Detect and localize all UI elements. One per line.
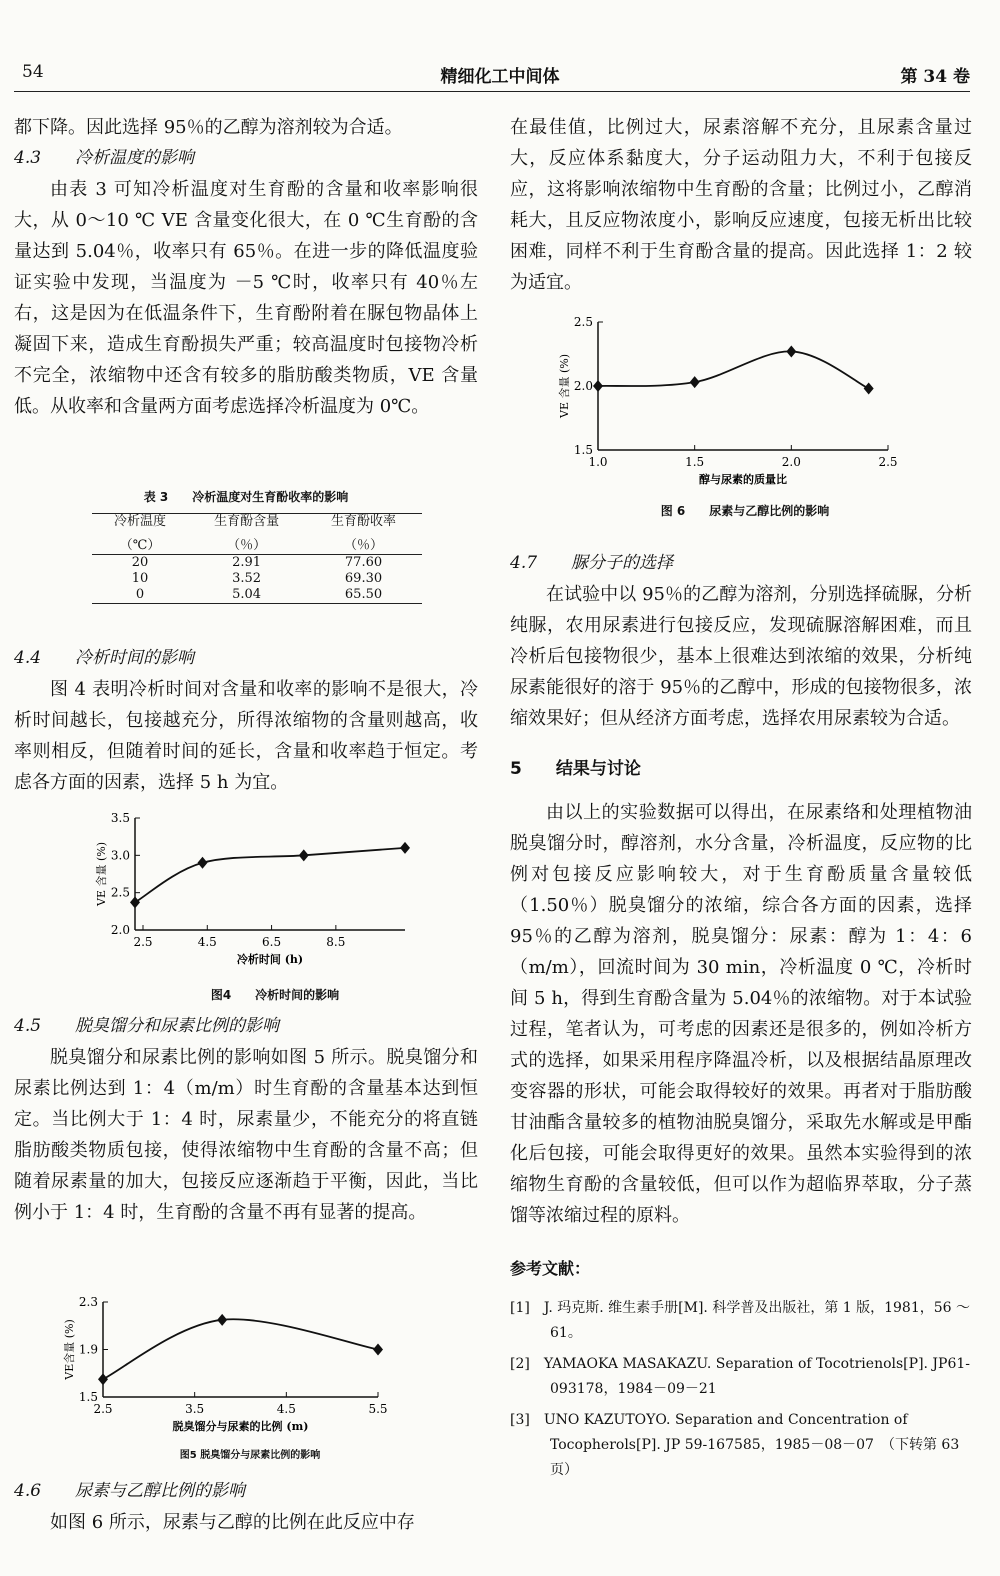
table-header: 冷析温度 bbox=[114, 514, 167, 529]
table-3 bbox=[14, 488, 478, 604]
paragraph: 由表 3 可知冷析温度对生育酚的含量和收率影响很大，从 0～10 ℃ VE 含量变化很大，在 0 ℃生育酚的含量达到 5.04％，收率只有 65％。在进一步的降低温度验证实验中发现，当温度为 －5 ℃时，收率只有 40％左右，这是因为在低温条件下，生育酚附着在脲包物晶体上凝固下来，造成生育酚损失严重；较高温度时包接物冷析不完全，浓缩物中还含有较多的脂肪酸类物质，VE 含量低。从收率和含量两方面考虑选择冷析温度为 0℃。 bbox=[14, 179, 478, 417]
table-caption: 表 3 冷析温度对生育酚收率的影响 bbox=[143, 490, 349, 504]
volume-number: 第 34 卷 bbox=[900, 67, 970, 87]
paragraph: 脱臭馏分和尿素比例的影响如图 5 所示。脱臭馏分和尿素比例达到 1：4（m/m）时生育酚的含量基本达到恒定。当比例大于 1：4 时，尿素量少，不能充分的将直链脂肪酸类物质包接，使得浓缩物中生育酚的含量不高；但随着尿素量的加大，包接反应逐渐趋于平衡，因此，当比例小于 1：4 时，生育酚的含量不再有显著的提高。 bbox=[14, 1047, 478, 1223]
table-cell: 77.60 bbox=[344, 555, 383, 570]
table-cell: 20 bbox=[131, 555, 149, 570]
y-tick-label: 1.5 bbox=[573, 443, 593, 457]
data-point bbox=[217, 1314, 227, 1326]
y-tick-label: 1.9 bbox=[78, 1342, 98, 1357]
right-column-2 bbox=[510, 548, 972, 1483]
table-row bbox=[92, 571, 422, 587]
data-point bbox=[690, 376, 700, 388]
data-point bbox=[864, 383, 874, 395]
data-point bbox=[786, 345, 796, 357]
reference-item: [1] J. 玛克斯. 维生素手册[M]. 科学普及出版社，第 1 版，1981，56 ～ 61。 bbox=[510, 1300, 971, 1341]
section-heading: 4.4 冷析时间的影响 bbox=[14, 648, 195, 668]
reference-item: [2] YAMAOKA MASAKAZU. Separation of Tocotrienols[P]. JP61-093178，1984－09－21 bbox=[510, 1356, 971, 1397]
table-cell: 10 bbox=[131, 571, 149, 586]
section-heading: 4.7 脲分子的选择 bbox=[510, 553, 674, 573]
figure-5-caption: 图5 脱臭馏分与尿素比例的影响 bbox=[179, 1450, 321, 1461]
y-tick-label: 3.0 bbox=[110, 848, 130, 863]
table-header: 生育酚收率 bbox=[331, 514, 397, 529]
paragraph: 图 4 表明冷析时间对含量和收率的影响不是很大，冷析时间越长，包接越充分，所得浓缩物的含量则越高，收率则相反，但随着时间的延长，含量和收率趋于恒定。考虑各方面的因素，选择 5 h 为宜。 bbox=[14, 679, 478, 793]
x-tick-label: 1.5 bbox=[685, 455, 705, 469]
table-cell: 65.50 bbox=[344, 587, 383, 602]
y-tick-label: 1.5 bbox=[78, 1390, 98, 1404]
series-line bbox=[598, 351, 869, 388]
table-row bbox=[92, 587, 422, 604]
x-tick-label: 4.5 bbox=[197, 935, 217, 949]
table-cell: 5.04 bbox=[232, 587, 262, 602]
data-point bbox=[373, 1344, 383, 1356]
header-rule bbox=[14, 91, 970, 92]
y-axis-label: VE 含量 (%) bbox=[95, 841, 108, 907]
journal-title: 精细化工中间体 bbox=[440, 67, 560, 87]
data-point bbox=[299, 849, 309, 861]
paragraph: 在试验中以 95％的乙醇为溶剂，分别选择硫脲，分析纯脲，农用尿素进行包接反应，发现硫脲溶解困难，而且冷析后包接物很少，基本上很难达到浓缩的效果，分析纯尿素能很好的溶于 95％的乙醇中，形成的包接物很多，浓缩效果好；但从经济方面考虑，选择农用尿素较为合适。 bbox=[510, 584, 972, 729]
table-header: 生育酚含量 bbox=[214, 514, 280, 529]
left-column-3 bbox=[14, 1011, 478, 1228]
left-column bbox=[14, 112, 478, 422]
table-unit: （％） bbox=[227, 538, 267, 553]
x-tick-label: 2.0 bbox=[781, 455, 801, 469]
x-tick-label: 8.5 bbox=[326, 935, 346, 949]
x-tick-label: 2.5 bbox=[878, 455, 898, 469]
paragraph: 都下降。因此选择 95％的乙醇为溶剂较为合适。 bbox=[14, 117, 403, 138]
data-point bbox=[198, 857, 208, 869]
table-cell: 0 bbox=[135, 587, 145, 602]
table-unit: （％） bbox=[344, 538, 384, 553]
right-column bbox=[510, 112, 972, 298]
section-heading: 4.3 冷析温度的影响 bbox=[14, 148, 195, 168]
y-axis-label: VE 含量 (%) bbox=[558, 353, 571, 419]
y-tick-label: 3.5 bbox=[110, 811, 130, 825]
y-tick-label: 2.5 bbox=[573, 315, 593, 329]
x-tick-label: 5.5 bbox=[368, 1402, 388, 1416]
figure-5-chart bbox=[48, 1290, 408, 1440]
page-number: 54 bbox=[22, 62, 44, 82]
left-column-2 bbox=[14, 643, 478, 798]
table-cell: 3.52 bbox=[232, 571, 262, 586]
x-tick-label: 6.5 bbox=[262, 935, 282, 949]
section-heading: 4.5 脱臭馏分和尿素比例的影响 bbox=[14, 1016, 280, 1036]
figure-4-chart bbox=[80, 808, 420, 978]
figure-6-caption: 图 6 尿素与乙醇比例的影响 bbox=[660, 504, 830, 518]
series-line bbox=[103, 1319, 378, 1379]
data-point bbox=[98, 1373, 108, 1385]
table-unit: （℃） bbox=[119, 538, 161, 553]
y-tick-label: 2.0 bbox=[110, 923, 130, 937]
section-heading: 4.6 尿素与乙醇比例的影响 bbox=[14, 1481, 246, 1501]
y-tick-label: 2.3 bbox=[78, 1295, 98, 1309]
left-column-4 bbox=[14, 1476, 478, 1538]
series-line bbox=[135, 848, 405, 903]
y-axis-label: VE含量 (%) bbox=[63, 1319, 76, 1380]
paragraph: 在最佳值，比例过大，尿素溶解不充分，且尿素含量过大，反应体系黏度大，分子运动阻力大，不利于包接反应，这将影响浓缩物中生育酚的含量；比例过小，乙醇消耗大，且反应物浓度小，影响反应速度，包接无析出比较困难，同样不利于生育酚含量的提高。因此选择 1：2 较为适宜。 bbox=[510, 117, 972, 293]
table-cell: 2.91 bbox=[232, 555, 262, 570]
data-table bbox=[92, 513, 422, 604]
table-cell: 69.30 bbox=[344, 571, 383, 586]
x-axis-label: 醇与尿素的质量比 bbox=[699, 473, 787, 486]
figure-6-chart bbox=[548, 310, 918, 490]
reference-item: [3] UNO KAZUTOYO. Separation and Concentration of Tocopherols[P]. JP 59-167585，1985－08－07 （下转第 63 页） bbox=[510, 1412, 960, 1478]
section-title: 5 结果与讨论 bbox=[510, 759, 641, 779]
data-point bbox=[130, 896, 140, 908]
figure-4-caption: 图4 冷析时间的影响 bbox=[210, 988, 340, 1002]
x-tick-label: 3.5 bbox=[185, 1402, 205, 1416]
x-tick-label: 4.5 bbox=[276, 1402, 296, 1416]
y-tick-label: 2.0 bbox=[573, 379, 593, 393]
table-row bbox=[92, 555, 422, 572]
y-tick-label: 2.5 bbox=[110, 885, 130, 900]
data-point bbox=[400, 842, 410, 854]
x-tick-label: 2.5 bbox=[93, 1402, 113, 1416]
x-axis-label: 脱臭馏分与尿素的比例 (m) bbox=[172, 1420, 309, 1433]
x-tick-label: 2.5 bbox=[133, 935, 153, 949]
x-axis-label: 冷析时间 (h) bbox=[236, 953, 304, 966]
paragraph: 如图 6 所示，尿素与乙醇的比例在此反应中存 bbox=[50, 1512, 415, 1533]
paragraph: 由以上的实验数据可以得出，在尿素络和处理植物油脱臭馏分时，醇溶剂，水分含量，冷析温度，反应物的比例对包接反应影响较大，对于生育酚质量含量较低（1.50％）脱臭馏分的浓缩，综合各方面的因素，选择 95％的乙醇为溶剂，脱臭馏分：尿素：醇为 1：4：6（m/m），回流时间为 30 min，冷析温度 0 ℃，冷析时间 5 h，得到生育酚含量为 5.04％的浓缩物。对于本试验过程，笔者认为，可考虑的因素还是很多的，例如冷析方式的选择，如果采用程序降温冷析，以及根据结晶原理改变容器的形状，可能会取得较好的效果。再者对于脂肪酸甘油酯含量较多的植物油脱臭馏分，采取先水解或是甲酯化后包接，可能会取得更好的效果。虽然本实验得到的浓缩物生育酚的含量较低，但可以作为超临界萃取，分子蒸馏等浓缩过程的原料。 bbox=[510, 802, 972, 1226]
references-title: 参考文献： bbox=[510, 1259, 591, 1278]
data-point bbox=[593, 380, 603, 392]
x-tick-label: 1.0 bbox=[588, 455, 608, 469]
section-heading bbox=[510, 754, 972, 785]
